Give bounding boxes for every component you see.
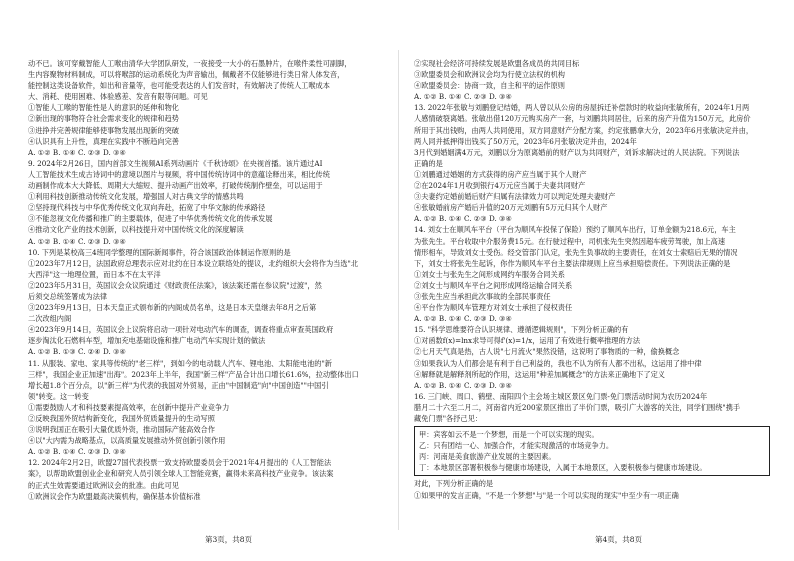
- text-line: 动画制作成本大大降低、周期大大缩短、提升动画产出效率，打破传统制作壁垒，可以运用于: [28, 181, 323, 191]
- text-line: ②实现社会经济可持续发展是欧盟各成员的共同目标: [414, 59, 580, 68]
- text-line: A. ①② B. ①④ C. ②③ D. ③④: [414, 380, 512, 390]
- text-line: 两人同并抵押得出钱买了50万元，2023年6月张敏决定并由，2024年: [414, 136, 637, 146]
- text-line: 13. 2022年张敏与刘鹏登记结婚，两人曾以从公房的房屋拆迁补偿款时的收益向张敏所有，2024年1月两: [414, 103, 750, 113]
- text-line: 甲：宾客如云不是一个梦想，而是一个可以实现的现实。: [419, 430, 599, 440]
- text-line: 生内容聚物材料制成，可以将喉部的运动系统化为声音输出，佩戴者不仅能够进行类日常人体发音，: [28, 70, 345, 80]
- text-line: A. ①② B. ①④ C. ②③ D. ③④: [28, 236, 126, 246]
- text-line: A. ①② B. ①④ C. ②③ D. ③④: [28, 147, 126, 157]
- text-line: ②坚持现代科技与中华优秀传统文化双向奔赴，拓宽了中华文脉的传承路径: [28, 203, 266, 213]
- text-line: ④2023年9月14日，英国议会上议院将启动一项针对电动汽车的调查，调查将重点审查英国政府: [28, 325, 334, 335]
- text-line: ③夫妻约定婚前婚后财产归属有法律效力可以判定处理夫妻财产: [414, 192, 616, 202]
- text-line: ②在2024年1月收到银行4万元应当属于夫妻共同财产: [414, 181, 586, 191]
- text-line: ④解释就是解释剂所起的作用，这运用"种差加属概念"的方法来正确地下了定义: [414, 369, 665, 379]
- text-line: A. ①② B. ①④ C. ②③ D. ③④: [28, 447, 126, 457]
- text-line: 10. 下列是某校高三4班同学整理的国际新闻事件，符合该国政治体制运作原则的是: [28, 247, 291, 257]
- text-line: 为张先生。平台收取中介服务费15元。在行驶过程中，司机张先生突然因超车疲劳驾驶，加上高速: [414, 236, 726, 246]
- right-page-column: [414, 58, 770, 501]
- text-line: ①智能人工喉的智能性是人的意识的延伸和物化: [28, 103, 179, 113]
- text-line: ④推动文化产业的技术创新，以科技提升对中国传统文化的深度解读: [28, 225, 244, 235]
- text-line: ①2023年7月12日，法国政府总理表示应对北约在日本设立联络处的提议，北约组织大会将作为当选"北: [28, 258, 359, 268]
- text-line: ①对函数f(x)=lnx求导可得f'(x)=1/x，运用了有效进行概率推理的方法: [414, 336, 641, 346]
- text-line: 11. 从服装、家电、家具等传统的"老三样"，到如今的电动载人汽车、锂电池、太阳能电池的"新: [28, 358, 332, 368]
- text-line: 14. 刘女士在顺风车平台（平台为顺风车投保了保险）预约了顺风车出行，订单金额为218.6元，车主: [414, 225, 736, 235]
- text-line: ③说明我国正在吸引大量优质外资，推动国际产能高效合作: [28, 425, 215, 435]
- text-line: ③不能忽视文化传播和推广的主要载体，促进了中华优秀传统文化的传承发展: [28, 214, 273, 224]
- text-line: 后须交总统签署成为法律: [28, 291, 108, 301]
- text-line: ②2023年5月31日，英国议会众议院通过《财政责任法案》，该法案还需在参议院"过渡"，然: [28, 280, 322, 290]
- text-line: A. ①② B. ①③ C. ②④ D. ③④: [28, 347, 126, 357]
- text-line: A. ①② B. ①④ C. ②③ D. ③④: [414, 314, 512, 324]
- text-line: ②刘女士与顺风车平台之间形成网络运输合同关系: [414, 280, 573, 290]
- text-line: ①如果甲的发言正确，"不是一个梦想"与"是一个可以实现的现实"中至少有一项正确: [414, 490, 679, 500]
- text-line: ③进挣并完善规律能够使事物发展出现新的突破: [28, 125, 179, 135]
- text-line: ③张先生应当承担此次事故的全部民事责任: [414, 291, 551, 301]
- text-line: ③欧盟委员会和欧洲议会均为行使立法权的机构: [414, 70, 565, 80]
- page-number-left: 第3页，共8页: [205, 535, 253, 544]
- text-line: 三样"，我国企业正加速"出海"。2023年上半年，我国"新三样"产品合计出口增长61.6%，拉动整体出口: [28, 369, 359, 379]
- text-line: 能控制这类设备软件，如出和音量等，也可能受表达的人们发音时，有效解决了传统人工喉成本: [28, 81, 330, 91]
- text-line: 乙：只有团结一心、加强合作，才能实现激活的市场竞争力。: [419, 441, 614, 451]
- text-line: 案》，以帮助欧盟创业企业和研究人员引领全球人工智能竞赛，赢得未来高科技产业竞争。该法案: [28, 469, 334, 479]
- text-line: 12. 2024年2月2日，欧盟27国代表投票一致支持欧盟委员会于2021年4月提出的《人工智能法: [28, 458, 332, 468]
- text-line: 所用于其出钱购，由两人共同使用，双方同意财产分配方案，约定张鹏拿大分，2023年6月张敏决定并由，: [414, 125, 754, 135]
- left-page-column: [28, 58, 398, 502]
- text-line: 动不已。该可穿戴智能人工喉由清华大学团队研发，一夜接受一大小的石墨肿片，在喉件柔性可副脚，: [28, 59, 352, 68]
- text-line: 人工智能技术生成古诗词中的意境以图片与视频，将中国传统诗词中的意蕴诠释出来，相比传统: [28, 169, 330, 179]
- text-line: A. ①② B. ①④ C. ②③ D. ③④: [414, 214, 512, 224]
- text-line: 逐步淘汰化石燃料车型，增加充电基础设施和推广电动汽车实现计划的做法: [28, 336, 266, 346]
- text-line: A. ①② B. ①④ C. ②③ D. ③④: [414, 92, 512, 102]
- text-line: 的正式生效需要通过欧洲议会的批准。由此可见: [28, 480, 179, 490]
- text-line: 丁：本地景区部署积极参与健康市场建设，入属于本地景区，入要积极参与健康市场建设。: [419, 463, 707, 473]
- page-divider: [398, 50, 399, 530]
- text-line: 腊月二十六至二月二，河南省内近200家景区推出了半价门票，吸引广大游客的关注，同学们围绕"携手: [414, 402, 741, 412]
- page-number-right: 第4页，共8页: [595, 535, 643, 544]
- text-line: 3月代到婚姻满4万元，刘鹏以分为原离婚前的财产以为共同财产，刘诉求解决过的人民法院。下列说法: [414, 147, 740, 157]
- text-line: 正确的是: [414, 158, 443, 168]
- text-line: 16. 三门峡、周口、鹤壁、南阳四个主会场主城区景区免门票-免门票活动时间为农历2024年: [414, 391, 708, 401]
- text-line: ④认识具有上升性，真理在实践中不断趋向完善: [28, 136, 179, 146]
- quote-box: [414, 426, 770, 476]
- text-line: ①刘鹏通过婚姻的方式获得的房产应当属于其个人财产: [414, 169, 587, 179]
- text-line: 藏免门票"各抒己见：: [414, 414, 482, 423]
- text-line: ②反映我国外贸结构新变化，我国外贸质量提升的生动写照: [28, 414, 215, 423]
- text-line: 大、消耗、使用困难、体验感差、发音有限等问题。可见: [28, 92, 208, 102]
- text-line: 领"转变。这一转变: [28, 391, 89, 401]
- text-line: 对此，下列分析正确的是: [414, 479, 494, 489]
- text-line: 大西洋"这一地理位置，而日本不在太平洋: [28, 269, 161, 279]
- text-line: 情形相车，导致刘女士受伤。经交管部门认定，张先生负事故的主要责任，在刘女士索赔后无果的情况: [414, 247, 738, 257]
- text-line: 9. 2024年2月26日，国内首部文生视频AI系列动画片《千秋诗颂》在央视首播。该片通过AI: [28, 158, 323, 168]
- text-line: ①刘女士与张先生之间形成网约车服务合同关系: [414, 269, 565, 279]
- text-line: ②七月天气真是热，古人说"七月流火"果然没错，这说明了事物质的一种，偷换概念: [414, 347, 680, 357]
- text-line: ②新出现的事物符合社会需求变化的规律和趋势: [28, 114, 179, 124]
- text-line: 人感情破裂离婚。张敏出借120万元购买房产一套，与刘鹏共同居住，后来的房产升值为150万元，此房价: [414, 114, 751, 124]
- text-line: ③2023年9月13日，日本天皇正式颁布新的内阁成员名单，这是日本天皇继去年8月之后第: [28, 303, 317, 313]
- text-line: 丙：河南是美食旅游产业发展的主要因素。: [419, 452, 556, 462]
- text-line: 15. "科学思维要符合认识规律、遵循逻辑规则"，下列分析正确的有: [414, 325, 629, 335]
- text-line: ④平台作为顺风车管理方对刘女士承担了侵权责任: [414, 303, 573, 313]
- text-line: ④以"大内需为战略基点，以高质量发展推动外贸创新引领作用: [28, 436, 226, 446]
- text-line: 增长超1.8个百分点，以"新三样"为代表的我国对外贸易，正由"中国制造"向"中国创造""中国引: [28, 380, 329, 390]
- text-line: ④欧盟委员会：协商一致，自主和平的运作原则: [414, 81, 565, 91]
- text-line: 二次改组内阁: [28, 314, 72, 324]
- text-line: ①利用科技创新推动传统文化发展，增强国人对古典文学的情感共鸣: [28, 192, 244, 202]
- text-line: 下，刘女士将张先生起诉，你作为顺风车平台主要法律规则上应当承担赔偿责任。下列说法正确的是: [414, 258, 731, 268]
- text-line: ①欧洲议会作为欧盟最高决策机构，确保基本价值标准: [28, 491, 201, 501]
- text-line: ④张敏婚前房产婚后升值的20万元刘鹏有5万元归其个人财产: [414, 203, 608, 213]
- text-line: ①需要鼓励人才和科技要素提高效率，在创新中提升产业竞争力: [28, 402, 230, 412]
- text-line: ③如果我认为人们都会是有利于自己利益的，我也不认为所有人都不出私，这运用了排中律: [414, 358, 702, 368]
